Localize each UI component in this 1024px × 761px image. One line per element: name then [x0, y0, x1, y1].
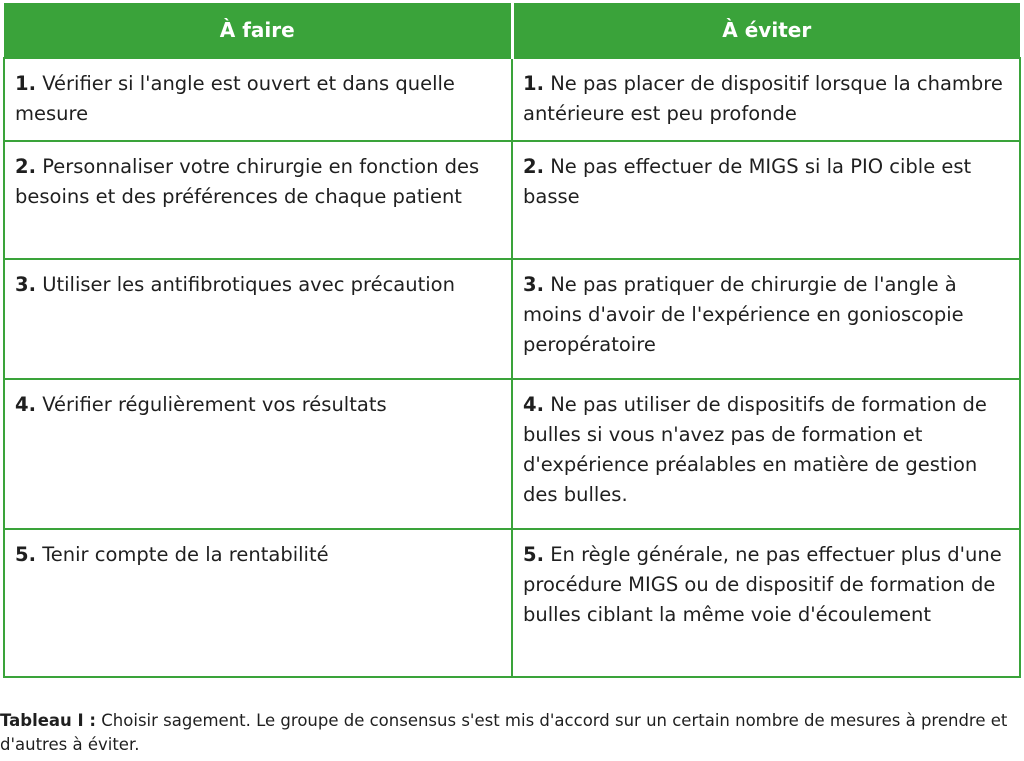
header-a-faire: À faire — [4, 3, 512, 58]
caption-text: Choisir sagement. Le groupe de consensus s'est mis d'accord sur un certain nombre de mesures à prendre et d'autres à éviter. — [0, 711, 1008, 754]
item-text: Utiliser les antifibrotiques avec précaution — [42, 273, 455, 296]
item-number: 2. — [15, 155, 36, 178]
table-row — [4, 379, 1020, 529]
item-number: 4. — [15, 393, 36, 416]
item-text: Ne pas utiliser de dispositifs de formation de bulles si vous n'avez pas de formation et d'expérience préalables en matière de gestion des bulles. — [523, 393, 987, 506]
do-cell — [4, 141, 512, 259]
table-header-row — [4, 3, 1020, 58]
recommendations-table — [3, 3, 1021, 678]
table-row — [4, 529, 1020, 677]
item-text: Personnaliser votre chirurgie en fonction des besoins et des préférences de chaque patient — [15, 155, 480, 208]
item-number: 5. — [523, 543, 544, 566]
item-text: Ne pas effectuer de MIGS si la PIO cible est basse — [523, 155, 972, 208]
table-row — [4, 259, 1020, 379]
do-cell — [4, 58, 512, 141]
avoid-cell — [512, 58, 1020, 141]
do-cell — [4, 379, 512, 529]
caption-label: Tableau I : — [0, 711, 97, 730]
item-number: 2. — [523, 155, 544, 178]
item-number: 1. — [15, 72, 36, 95]
item-number: 5. — [15, 543, 36, 566]
avoid-cell — [512, 141, 1020, 259]
item-number: 4. — [523, 393, 544, 416]
do-cell — [4, 259, 512, 379]
item-text: Tenir compte de la rentabilité — [42, 543, 329, 566]
table-row — [4, 58, 1020, 141]
avoid-cell — [512, 259, 1020, 379]
item-number: 3. — [523, 273, 544, 296]
item-text: Ne pas placer de dispositif lorsque la chambre antérieure est peu profonde — [523, 72, 1003, 125]
table-caption — [0, 709, 1020, 757]
item-text: Vérifier si l'angle est ouvert et dans quelle mesure — [15, 72, 455, 125]
avoid-cell — [512, 529, 1020, 677]
item-number: 3. — [15, 273, 36, 296]
item-text: En règle générale, ne pas effectuer plus d'une procédure MIGS ou de dispositif de formation de bulles ciblant la même voie d'écoulement — [523, 543, 1002, 626]
table-row — [4, 141, 1020, 259]
header-a-eviter: À éviter — [512, 3, 1020, 58]
item-text: Vérifier régulièrement vos résultats — [42, 393, 387, 416]
item-text: Ne pas pratiquer de chirurgie de l'angle à moins d'avoir de l'expérience en gonioscopie peropératoire — [523, 273, 964, 356]
do-cell — [4, 529, 512, 677]
item-number: 1. — [523, 72, 544, 95]
avoid-cell — [512, 379, 1020, 529]
